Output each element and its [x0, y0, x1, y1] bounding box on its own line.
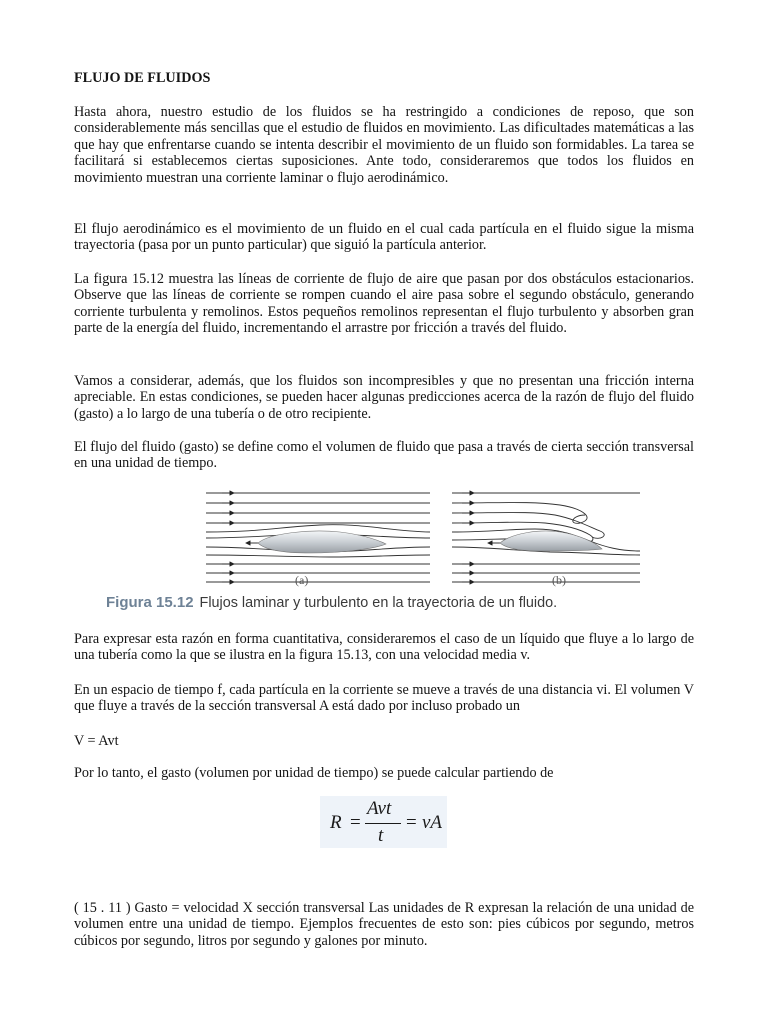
document-title: FLUJO DE FLUIDOS	[74, 70, 211, 86]
formula-fraction-bar	[365, 823, 401, 824]
figure-label-b: (b)	[552, 573, 566, 587]
streamline-diagram	[200, 485, 650, 593]
figure-label-a: (a)	[295, 573, 309, 587]
volume-equation: V = Avt	[74, 733, 119, 749]
figure-caption	[106, 594, 557, 611]
figure-caption-text: Flujos laminar y turbulento en la trayectoria de un fluido.	[199, 595, 558, 611]
airfoil-b	[500, 531, 602, 551]
gasto-formula	[320, 796, 447, 848]
formula-equals-2: =	[406, 812, 417, 833]
formula-rhs: vA	[422, 812, 443, 833]
paragraph-therefore: Por lo tanto, el gasto (volumen por unidad de tiempo) se puede calcular partiendo de	[74, 765, 554, 781]
figure-caption-number: Figura 15.12	[106, 594, 194, 611]
paragraph-units: ( 15 . 11 ) Gasto = velocidad X sección transversal Las unidades de R expresan la relación de una unidad de volumen entre una unidad de tiempo. Ejemplos frecuentes de esto son: pies cúbicos por segundo, metros cúbicos por segundo, litros por segundo y galones por minuto.	[74, 900, 694, 949]
paragraph-flow-definition: El flujo del fluido (gasto) se define como el volumen de fluido que pasa a través de cierta sección transversal en una unidad de tiempo.	[74, 439, 694, 472]
formula-equals-1: =	[350, 812, 361, 833]
paragraph-quantitative: Para expresar esta razón en forma cuantitativa, consideraremos el caso de un líquido que fluye a lo largo de una tubería como la que se ilustra en la figura 15.13, con una velocidad media v.	[74, 631, 694, 664]
paragraph-time-interval: En un espacio de tiempo f, cada partícula en la corriente se mueve a través de una distancia vi. El volumen V que fluye a través de la sección transversal A está dado por incluso probado un	[74, 682, 694, 715]
formula-lhs: R	[330, 812, 342, 833]
panel-b-arrows	[462, 493, 500, 582]
paragraph-aerodynamic-flow: El flujo aerodinámico es el movimiento de un fluido en el cual cada partícula en el fluido sigue la misma trayectoria (pasa por un punto particular) que siguió la partícula anterior.	[74, 221, 694, 254]
formula-numerator: Avt	[367, 798, 392, 819]
formula-denominator: t	[378, 825, 384, 846]
paragraph-intro: Hasta ahora, nuestro estudio de los fluidos se ha restringido a condiciones de reposo, que son considerablemente más sencillas que el estudio de fluidos en movimiento. Las dificultades matemáticas a las que hay que enfrentarse cuando se intenta describir el movimiento de un fluido son formidables. La tarea se facilitará si establecemos ciertas suposiciones. Ante todo, consideraremos que todos los fluidos en movimiento muestran una corriente laminar o flujo aerodinámico.	[74, 104, 694, 186]
paragraph-incompressible: Vamos a considerar, además, que los fluidos son incompresibles y que no presentan una fricción interna apreciable. En estas condiciones, se pueden hacer algunas predicciones acerca de la razón de flujo del fluido (gasto) a lo largo de una tubería o de otro recipiente.	[74, 373, 694, 422]
paragraph-figure-reference: La figura 15.12 muestra las líneas de corriente de flujo de aire que pasan por dos obstáculos estacionarios. Observe que las líneas de corriente se rompen cuando el aire pasa sobre el segundo obstáculo, generando corriente turbulenta y remolinos. Estos pequeños remolinos representan el flujo turbulento y absorben gran parte de la energía del fluido, incrementando el arrastre por fricción a través del fluido.	[74, 271, 694, 337]
